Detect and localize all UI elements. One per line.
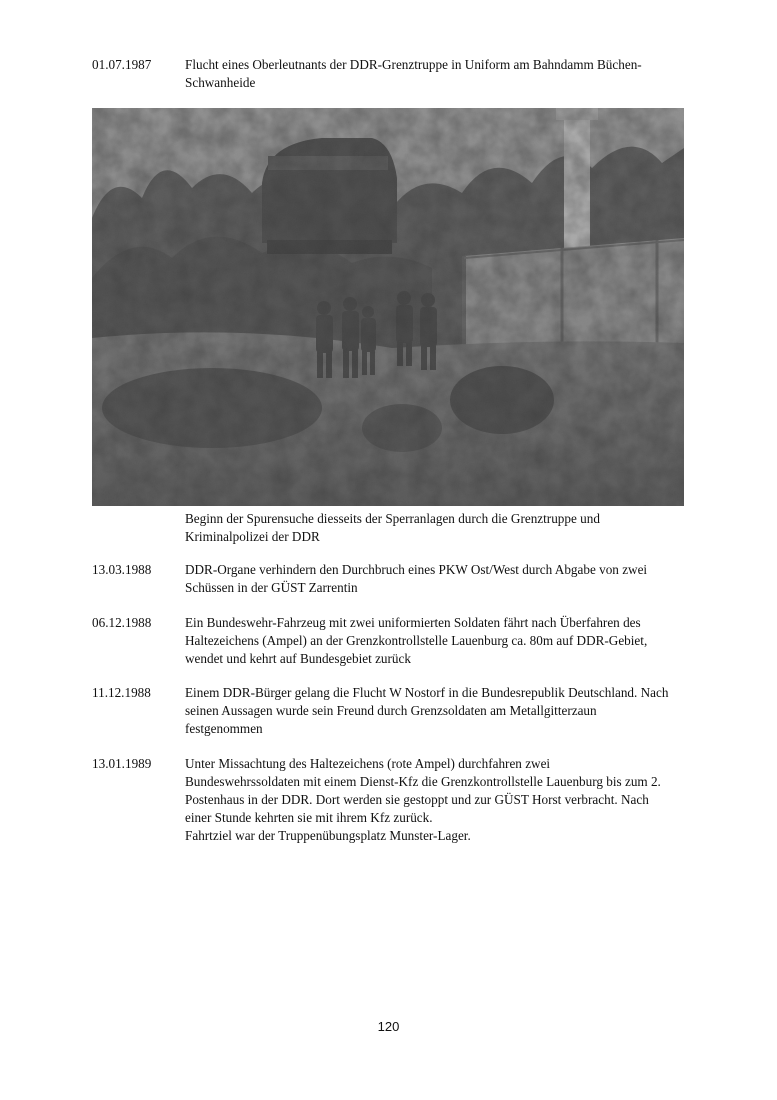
entry-text: [185, 56, 690, 92]
photo-caption: [185, 510, 690, 546]
entry-text: [185, 561, 690, 597]
entry-text-line: seinen Aussagen wurde sein Freund durch Grenzsoldaten am Metallgitterzaun: [185, 703, 597, 718]
entry-text-line: einer Stunde kehrten sie mit ihrem Kfz zurück.: [185, 810, 433, 825]
chronology-entry: [92, 561, 692, 597]
border-photo: [92, 108, 684, 506]
entry-text-line: festgenommen: [185, 721, 263, 736]
entry-text-line: Schwanheide: [185, 75, 256, 90]
entry-text-line: DDR-Organe verhindern den Durchbruch eines PKW Ost/West durch Abgabe von zwei: [185, 562, 648, 577]
entry-date: 01.07.1987: [92, 57, 152, 72]
entry-text-line: Einem DDR-Bürger gelang die Flucht W Nostorf in die Bundesrepublik Deutschland. Nach: [185, 685, 669, 700]
photo-grain: [92, 108, 684, 506]
entry-text-line: Bundeswehrssoldaten mit einem Dienst-Kfz die Grenzkontrollstelle Lauenburg bis zum 2.: [185, 774, 661, 789]
entry-text-line: Haltezeichens (Ampel) an der Grenzkontrollstelle Lauenburg ca. 80m auf DDR-Gebiet,: [185, 633, 648, 648]
entry-date: 13.01.1989: [92, 756, 152, 771]
entry-text-line: wendet und kehrt auf Bundesgebiet zurück: [185, 651, 411, 666]
entry-date: 11.12.1988: [92, 685, 151, 700]
page-number: 120: [377, 1019, 400, 1034]
border-photo-illustration: [92, 108, 684, 506]
entry-text-line: Schüssen in der GÜST Zarrentin: [185, 580, 358, 595]
entry-text: [185, 614, 690, 668]
entry-date: 13.03.1988: [92, 562, 152, 577]
chronology-entry: [92, 684, 692, 738]
entry-text-line: Unter Missachtung des Haltezeichens (rote Ampel) durchfahren zwei: [185, 756, 551, 771]
chronology-entry: [92, 755, 692, 845]
chronology-entry: [92, 614, 692, 668]
entry-text: [185, 755, 690, 845]
chronology-entry: [92, 56, 692, 92]
entry-text-line: Ein Bundeswehr-Fahrzeug mit zwei uniformierten Soldaten fährt nach Überfahren des: [185, 615, 641, 630]
entry-date: 06.12.1988: [92, 615, 152, 630]
entry-text: [185, 684, 690, 738]
caption-line: Beginn der Spurensuche diesseits der Sperranlagen durch die Grenztruppe und: [185, 511, 600, 526]
caption-line: Kriminalpolizei der DDR: [185, 529, 320, 544]
entry-text-line: Fahrtziel war der Truppenübungsplatz Munster-Lager.: [185, 828, 471, 843]
entry-text-line: Postenhaus in der DDR. Dort werden sie gestoppt und zur GÜST Horst verbracht. Nach: [185, 792, 649, 807]
entry-text-line: Flucht eines Oberleutnants der DDR-Grenztruppe in Uniform am Bahndamm Büchen-: [185, 57, 642, 72]
